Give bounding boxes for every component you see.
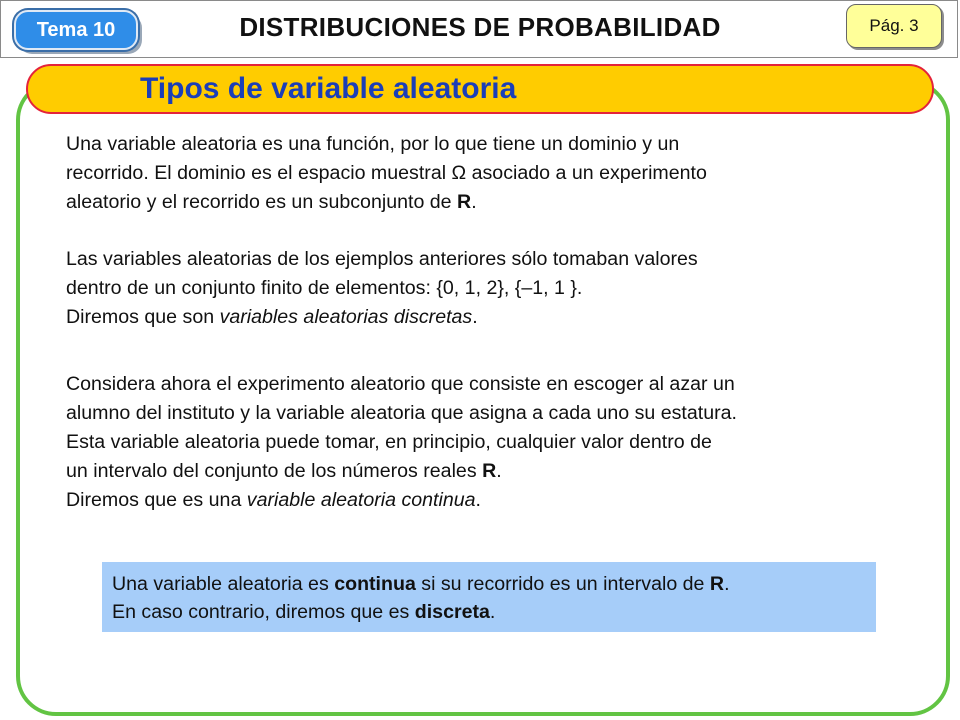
text-line <box>66 457 906 486</box>
text-span: asociado a un experimento <box>466 162 707 184</box>
bold-term: discreta <box>414 601 490 623</box>
header-title: DISTRIBUCIONES DE PROBABILIDAD <box>239 12 721 42</box>
text-line: alumno del instituto y la variable aleatoria que asigna a cada uno su estatura. <box>66 402 737 424</box>
reals-symbol: R <box>457 191 472 213</box>
definition-box <box>102 562 876 632</box>
text-span: . <box>475 489 481 511</box>
text-span: Una variable aleatoria es <box>112 573 335 595</box>
text-span: . <box>472 306 478 328</box>
text-line: Las variables aleatorias de los ejemplos anteriores sólo tomaban valores <box>66 248 698 270</box>
text-span: un intervalo del conjunto de los números reales <box>66 460 483 482</box>
bold-term: continua <box>334 573 416 595</box>
text-line <box>66 303 906 332</box>
text-line <box>66 188 906 217</box>
text-line <box>66 486 906 515</box>
text-span: En caso contrario, diremos que es <box>112 601 415 623</box>
paragraph-domain-range <box>66 130 906 217</box>
text-line <box>66 159 906 188</box>
paragraph-discrete <box>66 245 906 332</box>
definition-line <box>112 598 876 626</box>
text-line: Considera ahora el experimento aleatorio que consiste en escoger al azar un <box>66 373 735 395</box>
text-span: recorrido. El dominio es el espacio muestral <box>66 162 452 184</box>
text-line: dentro de un conjunto finito de elementos: {0, 1, 2}, {–1, 1 }. <box>66 277 583 299</box>
text-span: Diremos que es una <box>66 489 247 511</box>
text-span: . <box>471 191 477 213</box>
definition-line <box>112 570 876 598</box>
italic-term: variables aleatorias discretas <box>219 306 473 328</box>
reals-symbol: R <box>482 460 497 482</box>
text-span: . <box>496 460 502 482</box>
tema-badge: Tema 10 <box>14 10 138 50</box>
text-span: aleatorio y el recorrido es un subconjunto de <box>66 191 458 213</box>
omega-symbol: Ω <box>451 162 467 184</box>
text-line: Una variable aleatoria es una función, por lo que tiene un dominio y un <box>66 133 680 155</box>
italic-term: variable aleatoria continua <box>246 489 476 511</box>
page-number-badge: Pág. 3 <box>846 4 942 48</box>
paragraph-continuous <box>66 370 906 515</box>
text-line: Esta variable aleatoria puede tomar, en principio, cualquier valor dentro de <box>66 431 712 453</box>
text-span: Diremos que son <box>66 306 220 328</box>
section-title: Tipos de variable aleatoria <box>140 72 517 105</box>
text-span: . <box>489 601 496 623</box>
text-span: . <box>724 573 730 595</box>
reals-symbol: R <box>709 573 725 595</box>
text-span: si su recorrido es un intervalo de <box>415 573 710 595</box>
